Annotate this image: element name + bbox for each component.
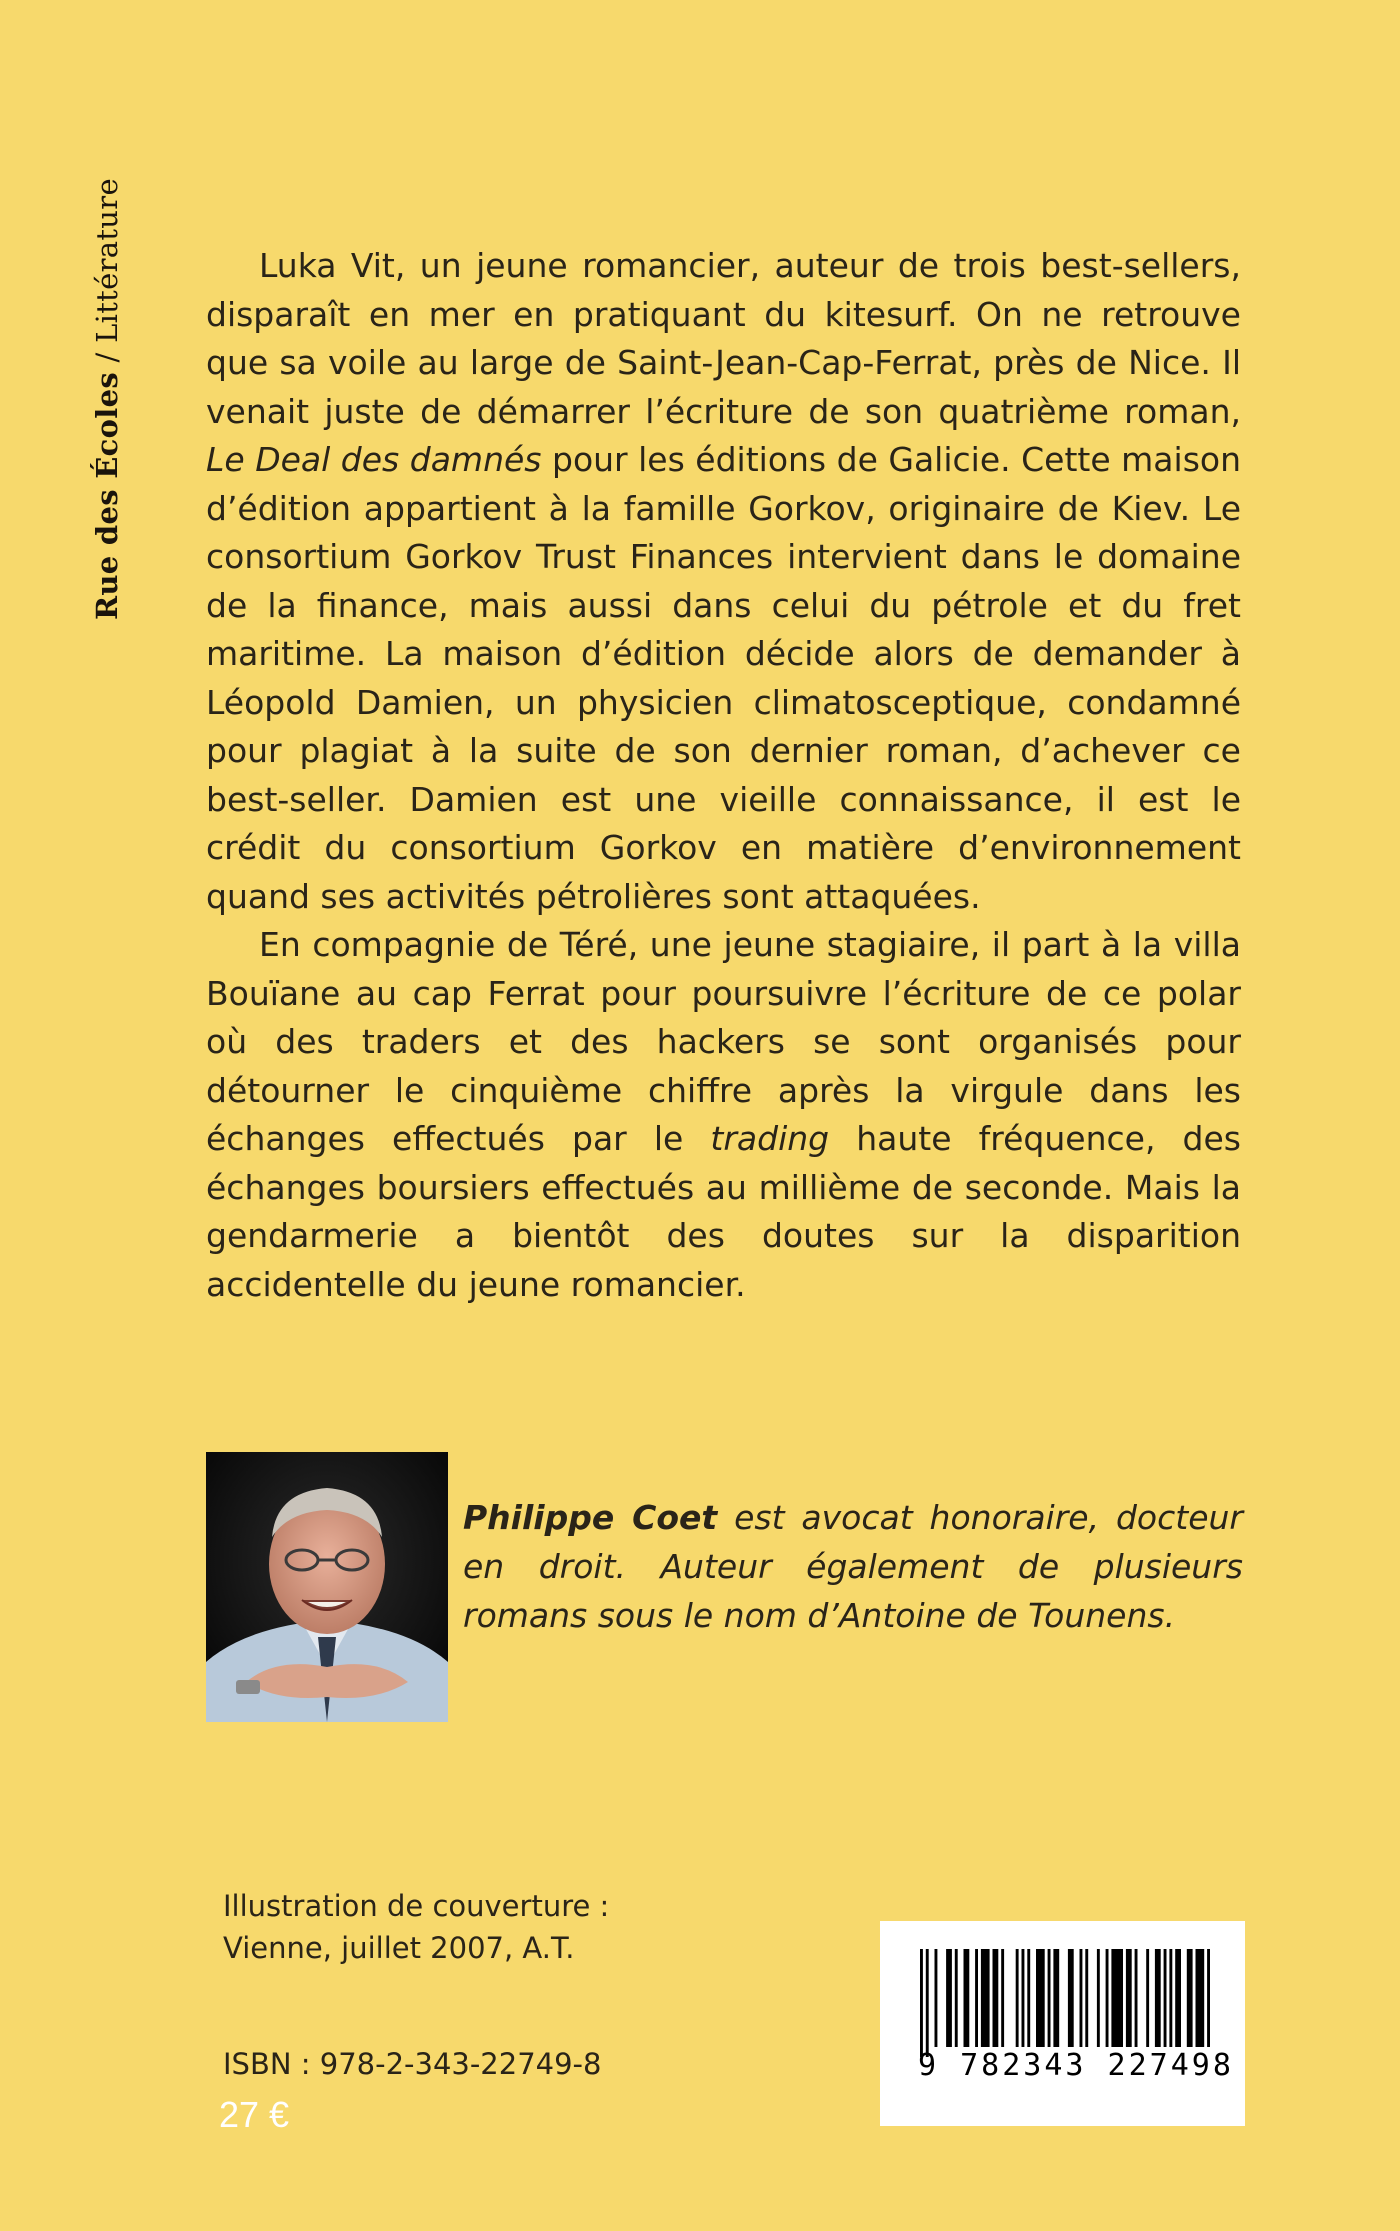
- barcode-bar: [1022, 1949, 1025, 2047]
- price: 27 €: [219, 2094, 290, 2135]
- back-cover-blurb: [206, 242, 1241, 1309]
- spine-collection-label: [85, 100, 135, 620]
- credits-line-2: Vienne, juillet 2007, A.T.: [223, 1931, 575, 1965]
- blurb-paragraph-1: [206, 242, 1241, 921]
- blurb-paragraph-2: [206, 921, 1241, 1309]
- spine-series: Rue des Écoles: [90, 372, 124, 620]
- author-bio: [463, 1493, 1243, 1640]
- barcode-bar: [993, 1949, 999, 2047]
- barcode-bar: [981, 1949, 990, 2047]
- barcode-bar: [1016, 1949, 1019, 2047]
- barcode-bar: [964, 1949, 970, 2047]
- blurb-p2-text-b: haute fréquence, des échanges boursiers effectués au millième de seconde. Mais la gendarmerie a bientôt des doutes sur la disparition accidentelle du jeune romancier.: [206, 1119, 1241, 1304]
- barcode-bar: [1175, 1949, 1181, 2047]
- blurb-p1-text-a: Luka Vit, un jeune romancier, auteur de trois best-sellers, disparaît en mer en pratiquant du kitesurf. On ne retrouve que sa voile au large de Saint-Jean-Cap-Ferrat, près de Nice. Il venait juste de démarrer l’écriture de son quatrième roman,: [206, 246, 1241, 431]
- barcode-bar: [1053, 1949, 1059, 2047]
- barcode-bar: [1111, 1949, 1123, 2047]
- author-bio-text: est avocat honoraire, docteur en droit. Auteur également de plusieurs romans sous le nom d’Antoine de Tounens.: [463, 1498, 1243, 1635]
- barcode-bar: [935, 1949, 938, 2047]
- blurb-novel-title: Le Deal des damnés: [206, 440, 542, 479]
- barcode-bar: [1106, 1949, 1109, 2047]
- author-name: Philippe Coet: [463, 1498, 718, 1537]
- cover-illustration-credits: [223, 1885, 609, 1969]
- spine-separator: /: [90, 342, 124, 373]
- barcode-bar: [955, 1949, 958, 2047]
- isbn: ISBN : 978-2-343-22749-8: [223, 2047, 602, 2081]
- barcode-bar: [1207, 1949, 1210, 2047]
- barcode-bar: [926, 1949, 929, 2057]
- barcode-bar: [1068, 1949, 1074, 2047]
- barcode-bar: [1146, 1949, 1149, 2047]
- barcode-bar: [975, 1949, 978, 2047]
- barcode-bar: [1164, 1949, 1167, 2047]
- barcode-bar: [1001, 1949, 1004, 2047]
- blurb-trading-term: trading: [710, 1119, 830, 1158]
- spine-collection: Littérature: [90, 178, 124, 343]
- barcode-bar: [1097, 1949, 1100, 2047]
- barcode-bar: [1126, 1949, 1132, 2047]
- credits-line-1: Illustration de couverture :: [223, 1889, 610, 1923]
- barcode-bars: [880, 1921, 1245, 2126]
- blurb-p1-text-b: pour les éditions de Galicie. Cette maison d’édition appartient à la famille Gorkov, originaire de Kiev. Le consortium Gorkov Trust Finances intervient dans le domaine de la finance, mais aussi dans celui du pétrole et du fret maritime. La maison d’édition décide alors de demander à Léopold Damien, un physicien climatosceptique, condamné pour plagiat à la suite de son dernier roman, d’achever ce best-seller. Damien est une vieille connaissance, il est le crédit du consortium Gorkov en matière d’environnement quand ses activités pétrolières sont attaquées.: [206, 440, 1241, 916]
- barcode: [880, 1921, 1245, 2126]
- barcode-bar: [1048, 1949, 1051, 2047]
- barcode-bar: [1169, 1949, 1172, 2047]
- barcode-bar: [1080, 1949, 1083, 2047]
- author-portrait-illustration: [206, 1452, 448, 1722]
- barcode-bar: [1036, 1949, 1045, 2047]
- barcode-bar: [1187, 1949, 1193, 2047]
- barcode-digits: 9 782343 227498: [918, 2048, 1234, 2083]
- barcode-bar: [1135, 1949, 1138, 2047]
- barcode-bar: [1196, 1949, 1205, 2047]
- author-photo: [206, 1452, 448, 1722]
- barcode-bar: [1155, 1949, 1161, 2047]
- barcode-bar: [920, 1949, 923, 2057]
- barcode-bar: [1085, 1949, 1088, 2047]
- barcode-bar: [1027, 1949, 1030, 2047]
- barcode-bar: [946, 1949, 952, 2047]
- blurb-p2-text-a: En compagnie de Téré, une jeune stagiaire, il part à la villa Bouïane au cap Ferrat pour poursuivre l’écriture de ce polar où des traders et des hackers se sont organisés pour détourner le cinquième chiffre après la virgule dans les échanges effectués par le: [206, 925, 1241, 1158]
